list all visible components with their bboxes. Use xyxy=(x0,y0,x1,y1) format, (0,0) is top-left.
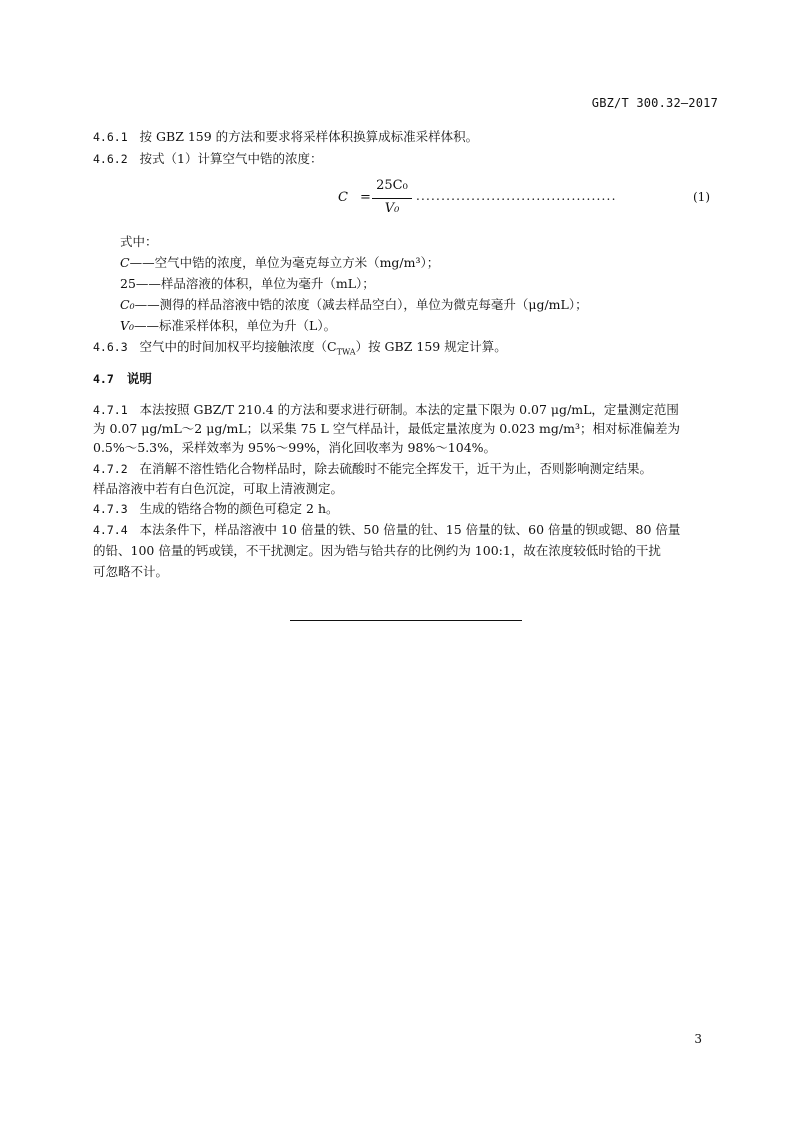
variable-description: ——测得的样品溶液中锆的浓度（减去样品空白），单位为微克每毫升（μg/mL）； xyxy=(134,297,588,312)
variable-definition xyxy=(120,275,375,293)
fraction-bar xyxy=(372,198,412,199)
paragraph-4-7-2 xyxy=(93,460,652,478)
variable-symbol: V₀ xyxy=(120,318,135,333)
formula-lhs: C xyxy=(338,190,348,205)
variable-symbol: C₀ xyxy=(120,297,135,312)
document-id-header: GBZ/T 300.32—2017 xyxy=(591,96,718,110)
variable-symbol: 25 xyxy=(120,276,136,291)
clause-number: 4.7.1 xyxy=(93,403,128,417)
paragraph-line: 本法条件下，样品溶液中 10 倍量的铁、50 倍量的钍、15 倍量的钛、60 倍量的钡或锶、80 倍量 xyxy=(139,522,681,537)
formula-fraction xyxy=(372,178,412,216)
clause-number: 4.7.4 xyxy=(93,523,128,537)
paragraph-text-cont: ）按 GBZ 159 规定计算。 xyxy=(355,339,507,354)
section-title: 说明 xyxy=(126,371,152,386)
variable-definition xyxy=(120,254,439,272)
variable-definition xyxy=(120,296,588,314)
paragraph-line: 0.5%～5.3%，采样效率为 95%～99%，消化回收率为 98%～104%。 xyxy=(93,440,497,455)
clause-number: 4.7.3 xyxy=(93,502,128,516)
variable-description: ——样品溶液的体积，单位为毫升（mL）； xyxy=(135,276,375,291)
paragraph-text: 空气中的时间加权平均接触浓度（C xyxy=(139,339,337,354)
paragraph-line: 本法按照 GBZ/T 210.4 的方法和要求进行研制。本法的定量下限为 0.07 μg/mL，定量测定范围 xyxy=(139,402,679,417)
clause-number: 4.6.1 xyxy=(93,130,128,144)
section-heading-4-7 xyxy=(93,370,152,388)
subscript-twa: TWA xyxy=(336,347,356,357)
paragraph-4-6-3 xyxy=(93,338,507,362)
page-number: 3 xyxy=(694,1032,702,1046)
clause-number: 4.6.3 xyxy=(93,340,128,354)
formula-number: (1) xyxy=(693,190,710,204)
formula-leader-dots: ........................................ xyxy=(416,189,617,203)
paragraph-line: 可忽略不计。 xyxy=(93,564,169,579)
paragraph-4-7-1 xyxy=(93,401,679,419)
paragraph-4-6-1 xyxy=(93,128,478,146)
paragraph-4-7-4 xyxy=(93,521,680,539)
paragraph-line: 在消解不溶性锆化合物样品时，除去硫酸时不能完全挥发干，近干为止，否则影响测定结果。 xyxy=(139,461,653,476)
variable-symbol: C xyxy=(120,255,130,270)
concentration-formula xyxy=(338,178,718,226)
paragraph-line: 的铅、100 倍量的钙或镁，不干扰测定。因为锆与铪共存的比例约为 100:1，故在浓度较低时铪的干扰 xyxy=(93,543,661,558)
formula-denominator: V₀ xyxy=(384,201,400,216)
paragraph-text: 按式（1）计算空气中锆的浓度： xyxy=(139,151,323,166)
variable-description: ——标准采样体积，单位为升（L）。 xyxy=(134,318,337,333)
paragraph-4-6-2 xyxy=(93,150,323,168)
section-number: 4.7 xyxy=(93,372,114,386)
clause-number: 4.7.2 xyxy=(93,462,128,476)
paragraph-text: 按 GBZ 159 的方法和要求将采样体积换算成标准采样体积。 xyxy=(139,129,479,144)
variable-description: ——空气中锆的浓度，单位为毫克每立方米（mg/m³）； xyxy=(129,255,440,270)
formula-equals: = xyxy=(360,190,371,205)
paragraph-text: 生成的锆络合物的颜色可稳定 2 h。 xyxy=(139,501,339,516)
where-label: 式中： xyxy=(120,234,158,249)
variable-definition xyxy=(120,317,336,335)
paragraph-line: 为 0.07 μg/mL～2 μg/mL；以采集 75 L 空气样品计，最低定量浓度为 0.023 mg/m³；相对标准偏差为 xyxy=(93,421,680,436)
paragraph-line: 样品溶液中若有白色沉淀，可取上清液测定。 xyxy=(93,481,344,496)
end-of-document-rule xyxy=(290,620,522,621)
paragraph-4-7-3 xyxy=(93,500,339,518)
formula-numerator: 25C₀ xyxy=(376,178,408,193)
clause-number: 4.6.2 xyxy=(93,152,128,166)
